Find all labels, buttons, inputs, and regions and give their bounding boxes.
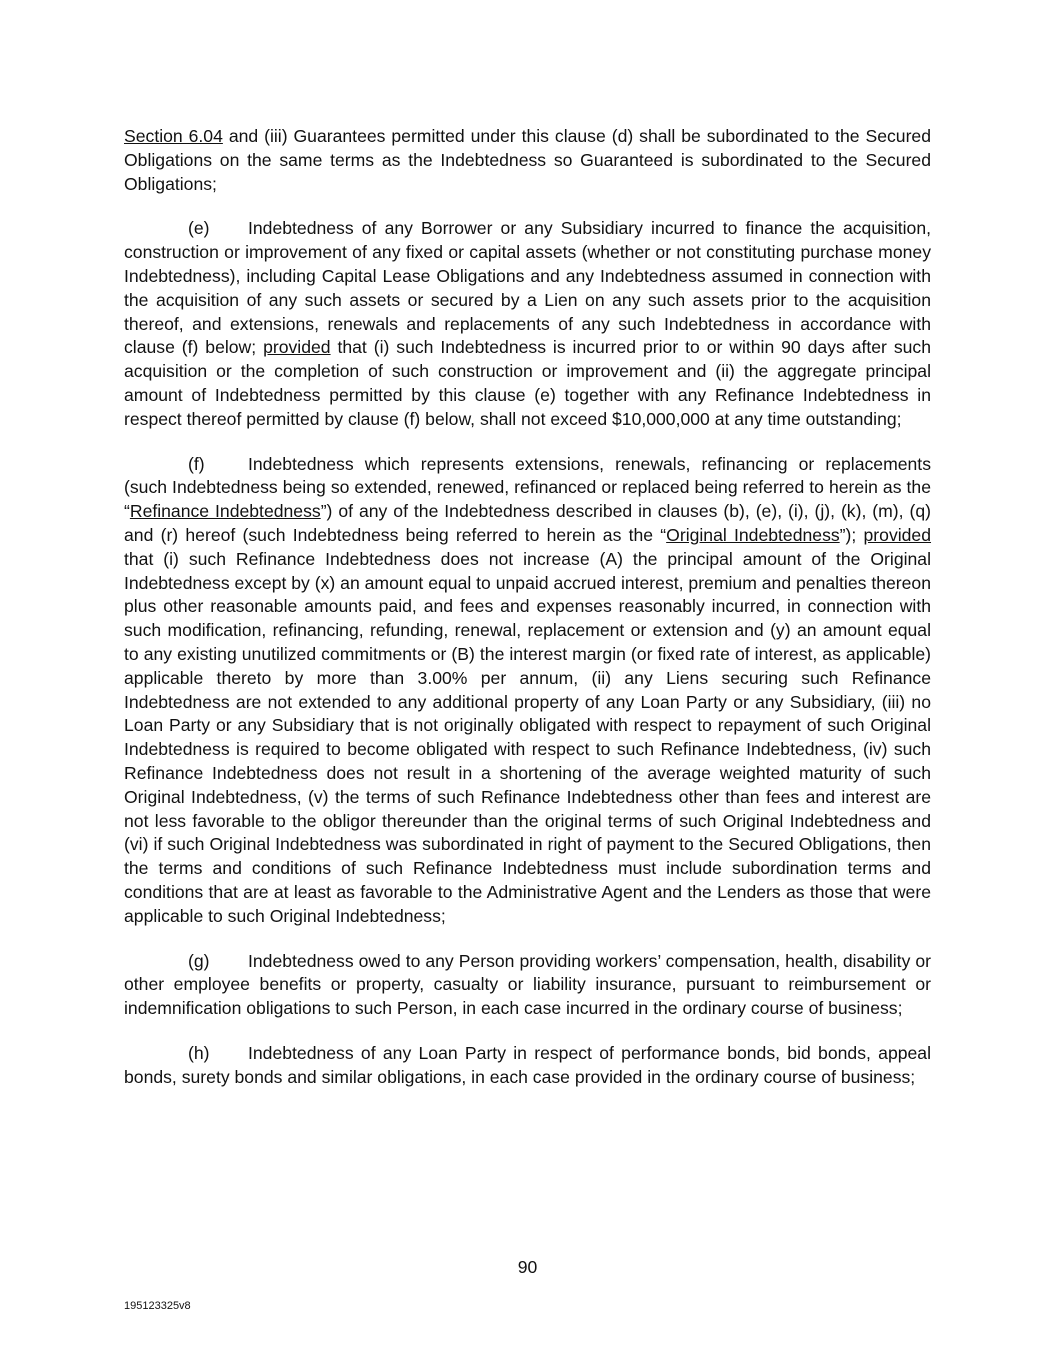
clause-text: Indebtedness which represents extensions, renewals, refinancing or replacements (such Indebtedness being so extended, renewed, refinanced or replaced being referred to herein as the “ [124,453,931,522]
clause-e [124,217,931,431]
clause-text: that (i) such Refinance Indebtedness does not increase (A) the principal amount of the Original Indebtedness except by (x) an amount equal to unpaid accrued interest, premium and penalties thereon plus other reasonable amounts paid, and fees and expenses reasonably incurred, in connection with such modification, refinancing, refunding, renewal, replacement or extension and (y) an amount equal to any existing unutilized commitments or (B) the interest margin (or fixed rate of interest, as applicable) applicable thereto by more than 3.00% per annum, (ii) any Liens securing such Refinance Indebtedness are not extended to any additional property of any Loan Party or any Subsidiary, (iii) no Loan Party or any Subsidiary that is not originally obligated with respect to repayment of such Original Indebtedness is required to become obligated with respect to such Refinance Indebtedness, (iv) such Refinance Indebtedness does not result in a shortening of the average weighted maturity of such Original Indebtedness, (v) the terms of such Refinance Indebtedness other than fees and interest are not less favorable to the obligor thereunder than the original terms of such Original Indebtedness and (vi) if such Original Indebtedness was subordinated in right of payment to the Secured Obligations, then the terms and conditions of such Refinance Indebtedness must include subordination terms and conditions that are at least as favorable to the Administrative Agent and the Lenders as those that were applicable to such Original Indebtedness; [124,548,931,926]
provided-term: provided [863,524,932,545]
defined-term-original-indebtedness: Original Indebtedness [666,524,840,545]
clause-label: (e) [188,218,210,239]
clause-label: (f) [188,453,205,474]
document-id: 195123325v8 [124,1300,191,1312]
clause-f [124,453,931,929]
clause-text: Indebtedness of any Loan Party in respect of performance bonds, bid bonds, appeal bonds, surety bonds and similar obligations, in each case provided in the ordinary course of business; [124,1042,931,1087]
clause-label: (h) [188,1042,210,1063]
clause-h [124,1042,931,1090]
provided-term: provided [263,337,331,358]
clause-label: (g) [188,950,210,971]
clause-text: ”) of any of the Indebtedness described in clauses (b), (e), (i), (j), (k), (m), (q) and (r) hereof (such Indebtedness being referred to herein as the “ [124,501,932,545]
section-reference: Section 6.04 [124,126,223,146]
clause-text: Indebtedness owed to any Person providing workers’ compensation, health, disability or other employee benefits or property, casualty or liability insurance, pursuant to reimbursement or indemnification obligations to such Person, in each case incurred in the ordinary course of business; [124,950,931,1019]
defined-term-refinance-indebtedness: Refinance Indebtedness [129,501,321,522]
page-number: 90 [517,1257,538,1277]
clause-g [124,950,931,1021]
paragraph-continuation [124,125,931,196]
clause-text: that (i) such Indebtedness is incurred prior to or within 90 days after such acquisition or the completion of such construction or improvement and (ii) the aggregate principal amount of Indebtedness permitted by this clause (e) together with any Refinance Indebtedness in respect thereof permitted by clause (f) below, shall not exceed $10,000,000 at any time outstanding; [124,337,931,429]
paragraph-text: and (iii) Guarantees permitted under this clause (d) shall be subordinated to the Secured Obligations on the same terms as the Indebtedness so Guaranteed is subordinated to the Secured Obligations; [124,126,931,194]
document-body [124,125,931,1110]
clause-text: ”); [839,524,864,545]
clause-text: Indebtedness of any Borrower or any Subsidiary incurred to finance the acquisition, construction or improvement of any fixed or capital assets (whether or not constituting purchase money Indebtedness), including Capital Lease Obligations and any Indebtedness assumed in connection with the acquisition of any such assets or secured by a Lien on any such assets prior to the acquisition thereof, and extensions, renewals and replacements of any such Indebtedness in accordance with clause (f) below; [124,218,931,358]
